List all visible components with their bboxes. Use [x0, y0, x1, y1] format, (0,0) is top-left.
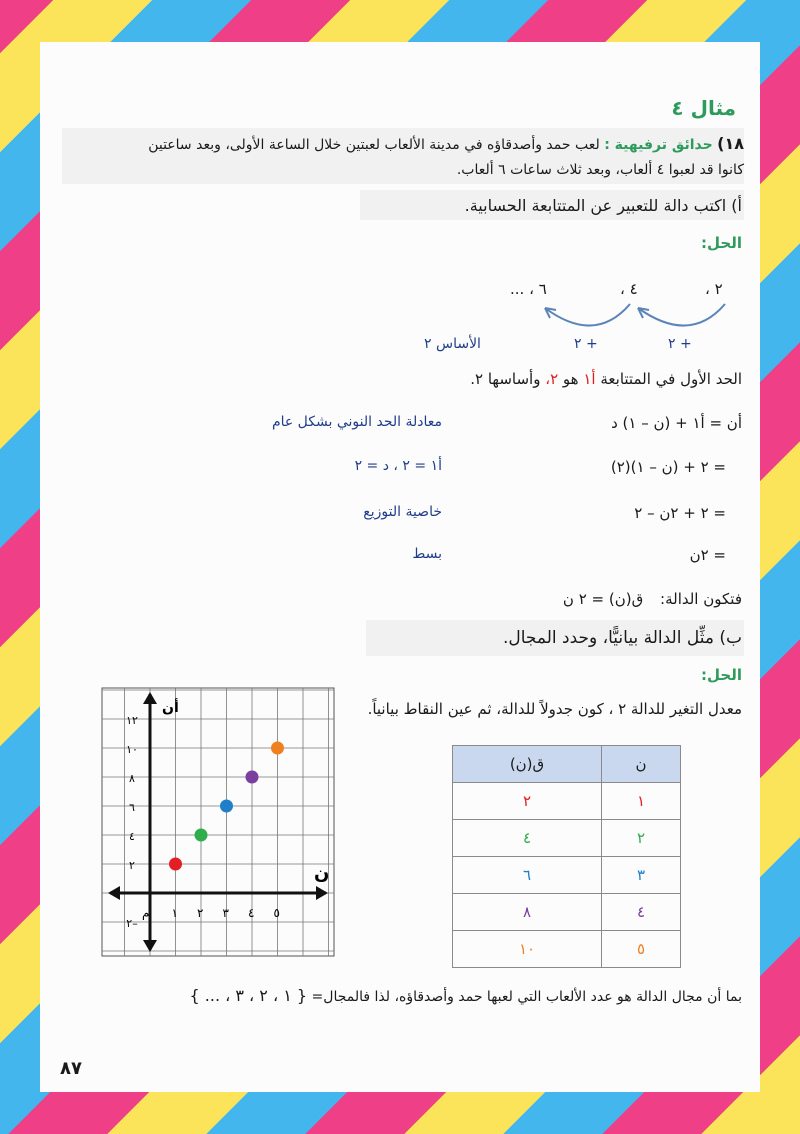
cell-f: ٤: [453, 820, 602, 857]
step-note-4: بسط: [412, 546, 442, 562]
solution-label-a: الحل:: [701, 234, 742, 252]
sequence-arrows: [530, 290, 740, 340]
header-f: ق(ن): [453, 746, 602, 783]
base-label: الأساس ٢: [424, 336, 481, 352]
sequence-term-2: ٤ ،: [620, 280, 638, 298]
y-axis-label: أن: [162, 700, 179, 716]
y-tick-label: ٤: [129, 830, 135, 843]
first-term-sentence: [470, 370, 742, 388]
data-point: [220, 800, 233, 813]
problem-line-1: [148, 134, 744, 153]
domain-set: { ١ ، ٢ ، ٣ ، ... }: [189, 986, 308, 1005]
cell-n: ٣: [602, 857, 681, 894]
step-eq-2: = ٢ + (ن – ١)(٢): [610, 458, 726, 476]
table-header-row: [453, 746, 681, 783]
x-axis-arrow-left: [108, 886, 120, 900]
problem-line-2: كانوا قد لعبوا ٤ ألعاب، وبعد ثلاث ساعات ٦ ألعاب.: [456, 162, 744, 178]
function-graph: [100, 686, 336, 958]
step-eq-1: أن = أ١ + (ن – ١) د: [611, 414, 742, 432]
sentence-part-1: الحد الأول في المتتابعة: [600, 370, 742, 388]
diff-label-1: + ٢: [668, 336, 692, 352]
cell-f: ٢: [453, 783, 602, 820]
header-n: ن: [602, 746, 681, 783]
table-row: [453, 820, 681, 857]
x-axis-arrow-right: [316, 886, 328, 900]
y-tick-label: ٢: [129, 859, 135, 872]
y-axis-arrow-down: [143, 940, 157, 952]
x-tick-label: ٢: [197, 906, 204, 920]
graph-frame: [102, 688, 334, 956]
data-point: [246, 771, 259, 784]
sentence-first-value: ٢،: [545, 370, 559, 388]
x-tick-label: م: [142, 906, 150, 920]
data-point: [195, 829, 208, 842]
x-tick-label: ٥: [273, 906, 280, 920]
y-tick-label: ٢–: [126, 917, 138, 930]
cell-n: ١: [602, 783, 681, 820]
table-row: [453, 857, 681, 894]
cell-n: ٥: [602, 931, 681, 968]
step-note-2: أ١ = ٢ ، د = ٢: [354, 458, 442, 474]
step-note-3: خاصية التوزيع: [363, 504, 442, 520]
step-note-1: معادلة الحد النوني بشكل عام: [271, 414, 442, 430]
y-tick-label: ١٠: [126, 743, 138, 756]
example-title: مثال ٤: [671, 96, 736, 120]
sentence-a1: أ١: [583, 370, 596, 388]
x-tick-label: ٤: [248, 906, 255, 920]
sentence-part-3: وأساسها ٢.: [470, 370, 541, 388]
function-equation: ق(ن) = ٢ ن: [562, 590, 644, 608]
cell-n: ٢: [602, 820, 681, 857]
rate-text: معدل التغير للدالة ٢ ، كون جدولاً للدالة، ثم عين النقاط بيانياً.: [367, 700, 742, 718]
cell-n: ٤: [602, 894, 681, 931]
step-eq-4: = ٢ن: [689, 546, 726, 564]
table-row: [453, 931, 681, 968]
y-tick-label: ٨: [129, 772, 135, 785]
data-point: [169, 858, 182, 871]
cell-f: ٦: [453, 857, 602, 894]
table-row: [453, 894, 681, 931]
part-b: ب) مثِّل الدالة بيانيًّا، وحدد المجال.: [502, 628, 742, 648]
table-row: [453, 783, 681, 820]
domain-line: [190, 986, 743, 1005]
cell-f: ٨: [453, 894, 602, 931]
diff-label-2: + ٢: [574, 336, 598, 352]
function-label: فتكون الدالة:: [660, 590, 742, 608]
sequence-term-3: ٦ ، ...: [510, 280, 547, 298]
problem-label: حدائق ترفيهية :: [604, 137, 713, 153]
values-table: [452, 745, 681, 968]
problem-text-1: لعب حمد وأصدقاؤه في مدينة الألعاب لعبتين خلال الساعة الأولى، وبعد ساعتين: [148, 137, 600, 153]
cell-f: ١٠: [453, 931, 602, 968]
data-point: [271, 742, 284, 755]
part-a: أ) اكتب دالة للتعبير عن المتتابعة الحسابية.: [464, 196, 742, 215]
page-number: ٨٧: [60, 1058, 82, 1079]
domain-text: بما أن مجال الدالة هو عدد الألعاب التي لعبها حمد وأصدقاؤه، لذا فالمجال=: [311, 989, 742, 1005]
y-axis-arrow-up: [143, 692, 157, 704]
step-eq-3: = ٢ + ٢ن – ٢: [634, 504, 726, 522]
function-line: [563, 590, 742, 608]
sentence-part-2: هو: [562, 370, 579, 388]
y-tick-label: ٦: [129, 801, 135, 814]
x-axis-label: ن: [314, 863, 330, 884]
problem-number: ١٨): [717, 134, 744, 153]
x-tick-label: ١: [171, 906, 178, 920]
x-tick-label: ٣: [222, 906, 229, 920]
y-tick-label: ١٢: [126, 714, 138, 727]
sequence-term-1: ٢ ،: [705, 280, 723, 298]
solution-label-b: الحل:: [701, 666, 742, 684]
